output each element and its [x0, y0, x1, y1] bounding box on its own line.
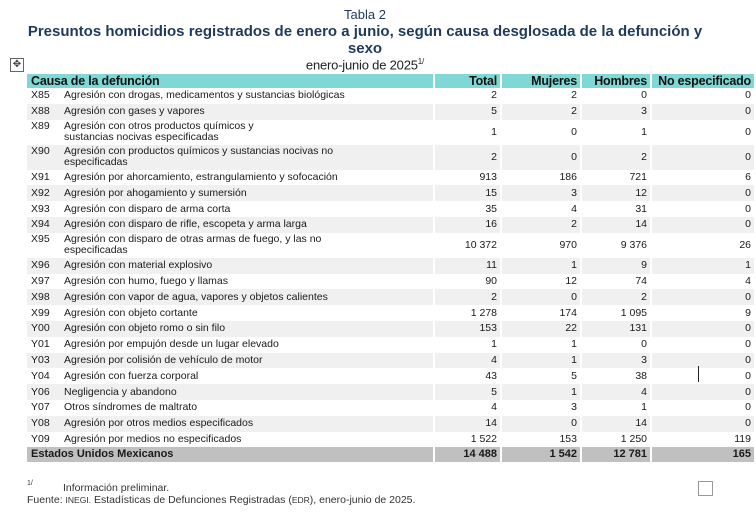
cause-code: X92 — [31, 186, 50, 199]
total-cell: 14 — [434, 416, 501, 432]
table-row — [27, 217, 755, 233]
totals-mujeres: 1 542 — [501, 447, 581, 462]
mujeres-cell: 0 — [501, 120, 581, 145]
cause-code: X91 — [31, 170, 50, 183]
totals-label: Estados Unidos Mexicanos — [27, 447, 434, 462]
total-cell: 2 — [434, 289, 501, 305]
no-especificado-cell: 1 — [651, 258, 755, 274]
table-row — [27, 400, 755, 416]
table-row — [27, 104, 755, 120]
no-especificado-cell: 0 — [651, 400, 755, 416]
cause-code: X97 — [31, 274, 50, 287]
no-especificado-cell: 0 — [651, 88, 755, 104]
table-title: Presuntos homicidios registrados de enero a junio, según causa desglosada de la defunción y sexo — [27, 23, 703, 57]
table-period — [0, 57, 730, 72]
no-especificado-cell: 119 — [651, 432, 755, 448]
hombres-cell: 14 — [581, 217, 651, 233]
total-cell: 1 278 — [434, 305, 501, 321]
table-row — [27, 185, 755, 201]
cause-cell — [27, 170, 434, 186]
column-header-cause: Causa de la defunción — [27, 74, 434, 88]
cause-description: Agresión con disparo de rifle, escopeta y arma larga — [64, 218, 307, 231]
cause-cell — [27, 104, 434, 120]
total-cell: 15 — [434, 185, 501, 201]
no-especificado-cell: 0 — [651, 384, 755, 400]
hombres-cell: 0 — [581, 337, 651, 353]
data-table — [27, 74, 756, 462]
hombres-cell: 74 — [581, 274, 651, 290]
source-text-1: Estadísticas de Defunciones Registradas ( — [93, 494, 292, 506]
hombres-cell: 2 — [581, 289, 651, 305]
mujeres-cell: 186 — [501, 170, 581, 186]
mujeres-cell: 5 — [501, 368, 581, 384]
total-cell: 5 — [434, 384, 501, 400]
no-especificado-cell: 0 — [651, 185, 755, 201]
cause-cell — [27, 400, 434, 416]
total-cell: 913 — [434, 170, 501, 186]
hombres-cell: 4 — [581, 384, 651, 400]
table-row — [27, 258, 755, 274]
cause-code: X88 — [31, 105, 50, 118]
cause-code: Y08 — [31, 417, 50, 430]
cause-description: Agresión con otros productos químicos y sustancias nocivas especificadas — [64, 120, 254, 144]
hombres-cell: 2 — [581, 145, 651, 170]
table-row — [27, 353, 755, 369]
column-header-hombres: Hombres — [581, 74, 651, 88]
cause-description: Agresión con gases y vapores — [64, 105, 205, 118]
cause-cell — [27, 416, 434, 432]
mujeres-cell: 2 — [501, 217, 581, 233]
cause-code: Y09 — [31, 432, 50, 445]
column-header-total: Total — [434, 74, 501, 88]
hombres-cell: 1 095 — [581, 305, 651, 321]
text-cursor — [698, 366, 699, 382]
no-especificado-cell: 9 — [651, 305, 755, 321]
cause-cell — [27, 368, 434, 384]
cause-cell — [27, 201, 434, 217]
cause-cell — [27, 321, 434, 337]
cause-code: Y07 — [31, 401, 50, 414]
source-org: INEGI. — [65, 495, 92, 505]
cause-cell — [27, 120, 434, 145]
footnote-1-ref: 1/ — [27, 480, 33, 487]
table-row — [27, 337, 755, 353]
cause-description: Agresión con disparo de otras armas de fuego, y las no especificadas — [64, 233, 322, 257]
footnote-1 — [27, 480, 170, 495]
mujeres-cell: 0 — [501, 145, 581, 170]
column-header-mujeres: Mujeres — [501, 74, 581, 88]
table-row — [27, 305, 755, 321]
cause-description: Agresión por medios no especificados — [64, 432, 242, 445]
table-row — [27, 368, 755, 384]
hombres-cell: 1 — [581, 400, 651, 416]
cause-cell — [27, 305, 434, 321]
no-especificado-cell: 0 — [651, 289, 755, 305]
cause-cell — [27, 353, 434, 369]
totals-row — [27, 447, 755, 462]
cause-description: Agresión con humo, fuego y llamas — [64, 274, 229, 287]
mujeres-cell: 0 — [501, 416, 581, 432]
hombres-cell: 131 — [581, 321, 651, 337]
total-cell: 16 — [434, 217, 501, 233]
total-cell: 11 — [434, 258, 501, 274]
no-especificado-cell: 26 — [651, 233, 755, 258]
cause-code: X85 — [31, 89, 50, 102]
mujeres-cell: 3 — [501, 185, 581, 201]
cause-description: Agresión con disparo de arma corta — [64, 202, 231, 215]
table-row — [27, 289, 755, 305]
table-row — [27, 145, 755, 170]
no-especificado-cell: 4 — [651, 274, 755, 290]
no-especificado-cell: 6 — [651, 170, 755, 186]
hombres-cell: 38 — [581, 368, 651, 384]
table-row — [27, 416, 755, 432]
total-cell: 5 — [434, 104, 501, 120]
cause-cell — [27, 337, 434, 353]
no-especificado-cell: 0 — [651, 368, 755, 384]
table-resize-handle[interactable] — [698, 481, 713, 496]
hombres-cell: 3 — [581, 353, 651, 369]
cause-cell — [27, 145, 434, 170]
cause-cell — [27, 88, 434, 104]
source-label: Fuente: — [27, 494, 63, 506]
mujeres-cell: 2 — [501, 88, 581, 104]
cause-code: X89 — [31, 120, 50, 133]
hombres-cell: 3 — [581, 104, 651, 120]
hombres-cell: 1 — [581, 120, 651, 145]
cause-description: Agresión por colisión de vehículo de motor — [64, 353, 263, 366]
total-cell: 2 — [434, 88, 501, 104]
hombres-cell: 1 250 — [581, 432, 651, 448]
mujeres-cell: 153 — [501, 432, 581, 448]
cause-code: Y00 — [31, 322, 50, 335]
table-row — [27, 384, 755, 400]
cause-code: Y03 — [31, 353, 50, 366]
move-icon[interactable]: ✥ — [10, 58, 24, 72]
total-cell: 4 — [434, 400, 501, 416]
cause-code: X94 — [31, 218, 50, 231]
hombres-cell: 0 — [581, 88, 651, 104]
cause-cell — [27, 185, 434, 201]
period-footnote-ref: 1/ — [417, 57, 425, 66]
mujeres-cell: 1 — [501, 258, 581, 274]
cause-description: Agresión por ahogamiento y sumersión — [64, 186, 247, 199]
cause-description: Agresión con vapor de agua, vapores y objetos calientes — [64, 290, 328, 303]
no-especificado-cell: 0 — [651, 416, 755, 432]
table-row — [27, 321, 755, 337]
total-cell: 1 — [434, 120, 501, 145]
table-row — [27, 233, 755, 258]
cause-description: Agresión con fuerza corporal — [64, 369, 199, 382]
no-especificado-cell: 0 — [651, 120, 755, 145]
mujeres-cell: 4 — [501, 201, 581, 217]
no-especificado-cell: 0 — [651, 201, 755, 217]
table-row — [27, 120, 755, 145]
no-especificado-cell: 0 — [651, 145, 755, 170]
footnote-1-text: Información preliminar. — [63, 482, 170, 494]
totals-hombres: 12 781 — [581, 447, 651, 462]
mujeres-cell: 174 — [501, 305, 581, 321]
cause-cell — [27, 289, 434, 305]
no-especificado-cell: 0 — [651, 337, 755, 353]
mujeres-cell: 0 — [501, 289, 581, 305]
cause-cell — [27, 384, 434, 400]
cause-description: Agresión con objeto cortante — [64, 306, 198, 319]
cause-cell — [27, 274, 434, 290]
cause-description: Agresión con drogas, medicamentos y sustancias biológicas — [64, 89, 345, 102]
mujeres-cell: 3 — [501, 400, 581, 416]
hombres-cell: 31 — [581, 201, 651, 217]
total-cell: 35 — [434, 201, 501, 217]
mujeres-cell: 1 — [501, 353, 581, 369]
totals-no-especificado: 165 — [651, 447, 755, 462]
cause-description: Otros síndromes de maltrato — [64, 401, 198, 414]
total-cell: 1 — [434, 337, 501, 353]
cause-code: X93 — [31, 202, 50, 215]
table-row — [27, 274, 755, 290]
total-cell: 43 — [434, 368, 501, 384]
cause-description: Agresión con productos químicos y sustancias nocivas no especificadas — [64, 145, 334, 169]
cause-description: Agresión con material explosivo — [64, 259, 213, 272]
cause-cell — [27, 217, 434, 233]
cause-code: X99 — [31, 306, 50, 319]
totals-total: 14 488 — [434, 447, 501, 462]
table-header-row — [27, 74, 755, 88]
total-cell: 4 — [434, 353, 501, 369]
no-especificado-cell: 0 — [651, 353, 755, 369]
hombres-cell: 9 376 — [581, 233, 651, 258]
table-row — [27, 88, 755, 104]
cause-code: X98 — [31, 290, 50, 303]
total-cell: 10 372 — [434, 233, 501, 258]
table-row — [27, 170, 755, 186]
table-number: Tabla 2 — [344, 7, 386, 22]
cause-cell — [27, 233, 434, 258]
cause-code: X96 — [31, 259, 50, 272]
mujeres-cell: 2 — [501, 104, 581, 120]
table-row — [27, 432, 755, 448]
source-note — [27, 494, 415, 506]
mujeres-cell: 1 — [501, 384, 581, 400]
total-cell: 2 — [434, 145, 501, 170]
cause-code: X95 — [31, 233, 50, 246]
column-header-no-especificado: No especificado — [651, 74, 755, 88]
total-cell: 1 522 — [434, 432, 501, 448]
mujeres-cell: 22 — [501, 321, 581, 337]
total-cell: 90 — [434, 274, 501, 290]
no-especificado-cell: 0 — [651, 217, 755, 233]
cause-description: Agresión por empujón desde un lugar elevado — [64, 338, 279, 351]
mujeres-cell: 12 — [501, 274, 581, 290]
cause-code: X90 — [31, 145, 50, 158]
cause-code: Y04 — [31, 369, 50, 382]
cause-cell — [27, 432, 434, 448]
cause-description: Agresión por ahorcamiento, estrangulamiento y sofocación — [64, 170, 338, 183]
no-especificado-cell: 0 — [651, 321, 755, 337]
cause-description: Negligencia y abandono — [64, 385, 177, 398]
hombres-cell: 14 — [581, 416, 651, 432]
mujeres-cell: 970 — [501, 233, 581, 258]
source-abbrev: EDR — [291, 495, 310, 505]
cause-description: Agresión con objeto romo o sin filo — [64, 322, 226, 335]
mujeres-cell: 1 — [501, 337, 581, 353]
cause-description: Agresión por otros medios especificados — [64, 417, 254, 430]
hombres-cell: 9 — [581, 258, 651, 274]
hombres-cell: 721 — [581, 170, 651, 186]
table-row — [27, 201, 755, 217]
total-cell: 153 — [434, 321, 501, 337]
source-text-2: ), enero-junio de 2025. — [309, 494, 416, 506]
no-especificado-cell: 0 — [651, 104, 755, 120]
cause-cell — [27, 258, 434, 274]
hombres-cell: 12 — [581, 185, 651, 201]
cause-code: Y01 — [31, 338, 50, 351]
period-text: enero-junio de 2025 — [305, 57, 418, 73]
cause-code: Y06 — [31, 385, 50, 398]
